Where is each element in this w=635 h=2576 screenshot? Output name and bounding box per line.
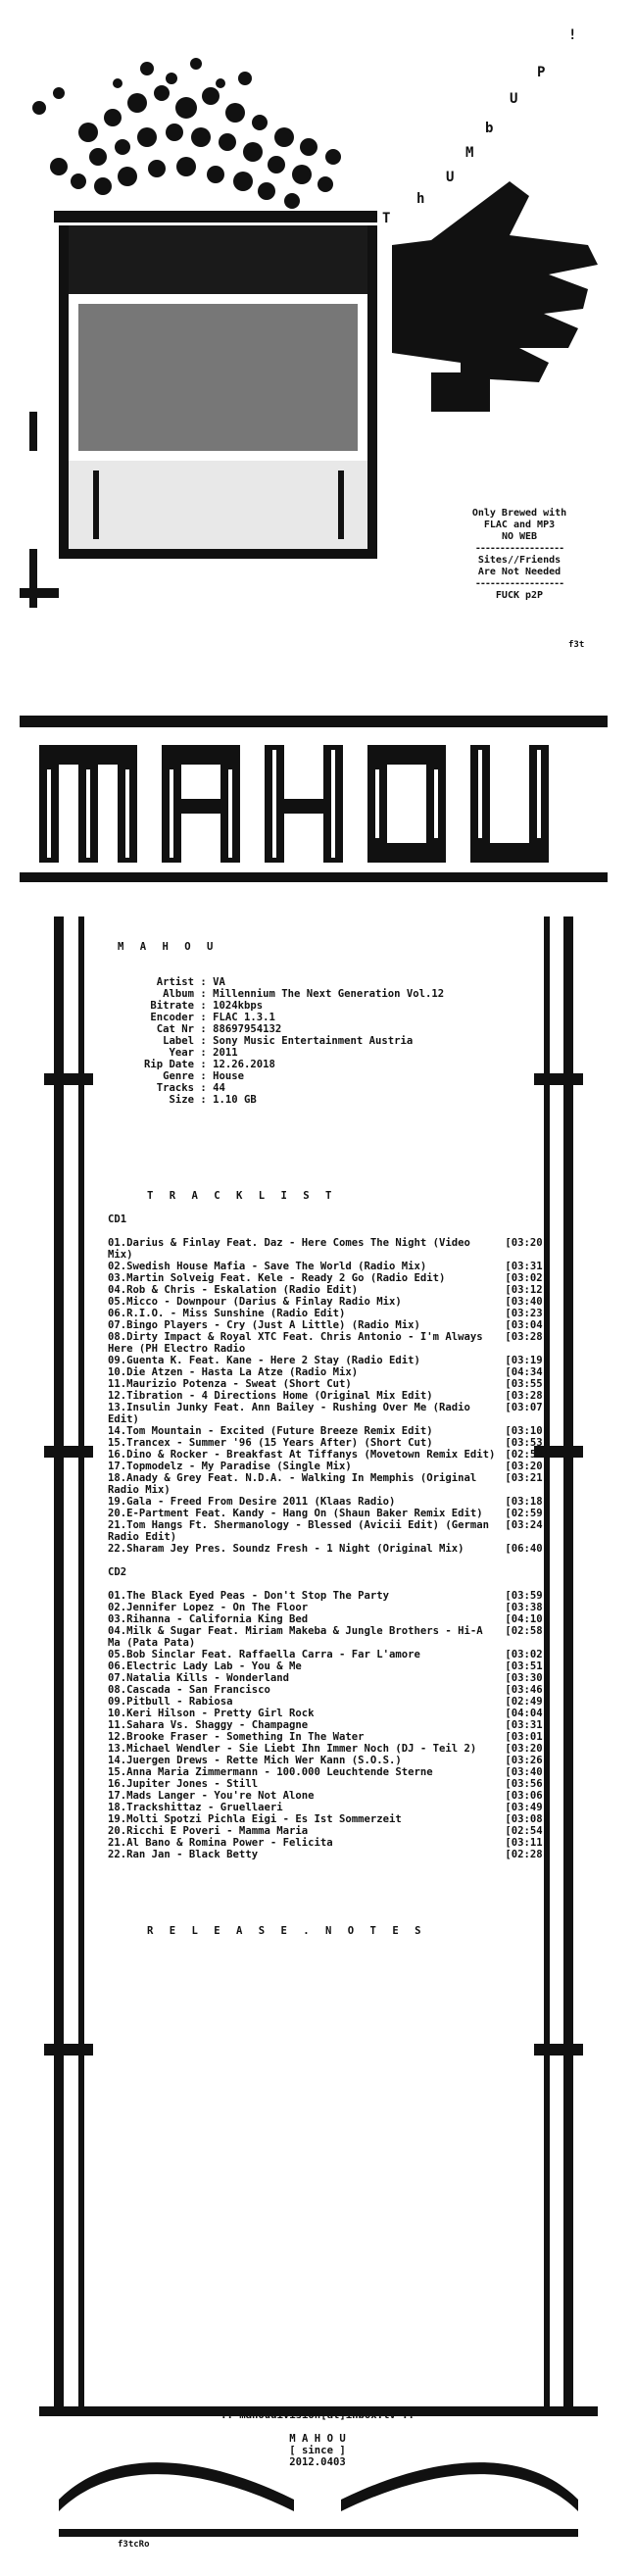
track-title: 05.Micco - Downpour (Darius & Finlay Radio Mix) [108,1296,402,1308]
track-row [108,1613,549,1625]
track-duration: [03:11] [505,1837,549,1849]
info-row: Album : Millennium The Next Generation Vol.12 [163,988,445,1000]
separator: ------------------ [474,543,564,554]
release-notes-heading: R E L E A S E . N O T E S [147,1925,426,1937]
track-title: 11.Maurizio Potenza - Sweat (Short Cut) [108,1378,352,1390]
track-row [108,1519,549,1543]
track-row [108,1366,549,1378]
track-row [108,1602,549,1613]
track-title: 13.Michael Wendler - Sie Liebt Ihn Immer Noch (DJ - Teil 2) [108,1743,477,1755]
info-row: Tracks : 44 [156,1082,225,1094]
info-row: Rip Date : 12.26.2018 [143,1059,275,1070]
track-duration: [03:26] [505,1755,549,1766]
info-row: Bitrate : 1024kbps [150,1000,264,1012]
track-row [108,1472,549,1496]
track-row [108,1390,549,1402]
track-row [108,1684,549,1696]
track-title: 07.Natalia Kills - Wonderland [108,1672,289,1684]
track-duration: [03:20] [505,1743,549,1755]
ascii-letter: T [382,211,391,226]
track-duration: [03:02] [505,1272,549,1284]
foam-bubbles [32,58,341,209]
track-duration: [02:59] [505,1508,549,1519]
info-line: NO WEB [501,531,538,542]
info-row: Size : 1.10 GB [169,1094,257,1106]
track-title: 10.Keri Hilson - Pretty Girl Rock [108,1708,315,1719]
footer-brand: M A H O U [289,2433,346,2445]
track-duration: [03:06] [505,1790,549,1802]
track-title: 03.Rihanna - California King Bed [108,1613,309,1625]
footer-since: [ since ] [289,2445,346,2456]
track-title: 04.Rob & Chris - Eskalation (Radio Edit) [108,1284,359,1296]
track-duration: [03:56] [505,1778,549,1790]
info-line: Sites//Friends [477,555,562,566]
info-row: Cat Nr : 88697954132 [156,1023,282,1035]
track-title: 01.Darius & Finlay Feat. Daz - Here Comes The Night (Video Mix) [108,1237,470,1261]
track-title: 06.R.I.O. - Miss Sunshine (Radio Edit) [108,1308,346,1319]
track-title: 12.Tibration - 4 Directions Home (Original Mix Edit) [108,1390,433,1402]
track-title: 21.Al Bano & Romina Power - Felicita [108,1837,333,1849]
ascii-letter: ! [568,27,577,43]
track-row [108,1825,549,1837]
track-row [108,1743,549,1755]
track-title: 09.Pitbull - Rabiosa [108,1696,233,1708]
track-row [108,1649,549,1660]
track-row [108,1425,549,1437]
track-row [108,1355,549,1366]
track-title: 02.Jennifer Lopez - On The Floor [108,1602,309,1613]
track-duration: [03:51] [505,1660,549,1672]
info-row: Genre : House [163,1070,245,1082]
track-title: 20.Ricchi E Poveri - Mamma Maria [108,1825,309,1837]
ascii-letter: U [446,170,455,185]
track-duration: [03:40] [505,1296,549,1308]
track-duration: [02:28] [505,1849,549,1860]
track-row [108,1731,549,1743]
track-row [108,1778,549,1790]
track-duration: [03:04] [505,1319,549,1331]
track-title: 08.Cascada - San Francisco [108,1684,270,1696]
track-duration: [03:20] [505,1237,549,1249]
track-duration: [03:20] [505,1461,549,1472]
info-line: FUCK p2P [495,590,544,601]
track-row [108,1308,549,1319]
track-title: 06.Electric Lady Lab - You & Me [108,1660,302,1672]
track-duration: [02:52] [505,1449,549,1461]
track-title: 22.Sharam Jey Pres. Soundz Fresh - 1 Night (Original Mix) [108,1543,464,1555]
track-title: 11.Sahara Vs. Shaggy - Champagne [108,1719,309,1731]
track-duration: [03:28] [505,1390,549,1402]
track-duration: [03:08] [505,1813,549,1825]
track-row [108,1284,549,1296]
track-duration: [03:59] [505,1590,549,1602]
track-row [108,1543,549,1555]
footer [0,2409,635,2468]
cd2-label: CD2 [108,1566,127,1578]
track-title: 04.Milk & Sugar Feat. Miriam Makeba & Jungle Brothers - Hi-A Ma (Pata Pata) [108,1625,483,1649]
track-title: 15.Anna Maria Zimmermann - 100.000 Leuchtende Sterne [108,1766,433,1778]
track-title: 19.Molti Spotzi Pichla Eigi - Es Ist Sommerzeit [108,1813,402,1825]
separator: ------------------ [474,578,564,589]
track-duration: [04:10] [505,1613,549,1625]
track-duration: [03:12] [505,1284,549,1296]
quality-info-box [446,508,593,602]
track-row [108,1437,549,1449]
track-title: 18.Trackshittaz - Gruellaeri [108,1802,283,1813]
track-title: 16.Jupiter Jones - Still [108,1778,259,1790]
mug-rim [54,211,377,223]
track-duration: [03:19] [505,1355,549,1366]
track-title: 16.Dino & Rocker - Breakfast At Tiffanys (Movetown Remix Edit) [108,1449,496,1461]
track-duration: [03:01] [505,1731,549,1743]
track-title: 18.Anady & Grey Feat. N.D.A. - Walking In Memphis (Original Radio Mix) [108,1472,477,1496]
track-title: 21.Tom Hangs Ft. Shermanology - Blessed (Avicii Edit) (German Radio Edit) [108,1519,490,1543]
track-title: 07.Bingo Players - Cry (Just A Little) (Radio Mix) [108,1319,420,1331]
track-title: 02.Swedish House Mafia - Save The World (Radio Mix) [108,1261,427,1272]
ascii-letter: P [537,65,546,80]
track-row [108,1660,549,1672]
track-title: 01.The Black Eyed Peas - Don't Stop The Party [108,1590,390,1602]
track-duration: [04:34] [505,1366,549,1378]
track-title: 08.Dirty Impact & Royal XTC Feat. Chris Antonio - I'm Always Here (PH Electro Radio [108,1331,483,1355]
track-row [108,1837,549,1849]
track-duration: [03:30] [505,1672,549,1684]
track-title: 20.E-Partment Feat. Kandy - Hang On (Shaun Baker Remix Edit) [108,1508,483,1519]
track-duration: [03:23] [505,1308,549,1319]
track-duration: [03:31] [505,1261,549,1272]
info-row: Year : 2011 [169,1047,238,1059]
track-duration: [03:02] [505,1649,549,1660]
track-row [108,1449,549,1461]
tracklist-heading: T R A C K L I S T [147,1190,337,1202]
track-duration: [04:04] [505,1708,549,1719]
info-row: Artist : VA [156,976,225,988]
contact-email: :: mahoudivision[at]inbox.lv :: [220,2409,415,2421]
ascii-letter: b [485,121,494,136]
track-row [108,1625,549,1649]
track-row [108,1331,549,1355]
track-duration: [03:38] [505,1602,549,1613]
track-row [108,1319,549,1331]
track-title: 14.Tom Mountain - Excited (Future Breeze Remix Edit) [108,1425,433,1437]
track-title: 15.Trancex - Summer '96 (15 Years After) (Short Cut) [108,1437,433,1449]
track-title: 05.Bob Sinclar Feat. Raffaella Carra - Far L'amore [108,1649,420,1660]
track-duration: [03:40] [505,1766,549,1778]
track-title: 19.Gala - Freed From Desire 2011 (Klaas Radio) [108,1496,396,1508]
info-row: Encoder : FLAC 1.3.1 [150,1012,275,1023]
track-duration: [03:18] [505,1496,549,1508]
track-duration: [03:46] [505,1684,549,1696]
track-duration: [03:31] [505,1719,549,1731]
footer-date: 2012.0403 [289,2456,346,2468]
track-title: 09.Guenta K. Feat. Kane - Here 2 Stay (Radio Edit) [108,1355,420,1366]
track-row [108,1696,549,1708]
track-row [108,1461,549,1472]
mahou-logo [0,686,635,921]
beer-liquid [78,304,358,451]
track-row [108,1496,549,1508]
track-duration: [06:40] [505,1543,549,1555]
cd1-label: CD1 [108,1214,127,1225]
ascii-letter: h [416,191,425,207]
info-line: Only Brewed with [471,508,567,519]
track-row [108,1402,549,1425]
artist-signature: f3t [568,640,585,650]
track-row [108,1508,549,1519]
track-duration: [03:24] [505,1519,549,1531]
track-row [108,1708,549,1719]
track-row [108,1755,549,1766]
ascii-letter: U [510,91,518,107]
track-row [108,1261,549,1272]
nfo-content [108,941,549,1937]
ascii-letter: M [465,145,474,161]
track-duration: [02:58] [505,1625,549,1637]
track-duration: [02:54] [505,1825,549,1837]
track-row [108,1766,549,1778]
cd1-tracklist [108,1237,549,1555]
track-title: 13.Insulin Junky Feat. Ann Bailey - Rushing Over Me (Radio Edit) [108,1402,470,1425]
track-row [108,1590,549,1602]
track-row [108,1802,549,1813]
track-row [108,1296,549,1308]
track-row [108,1378,549,1390]
track-duration: [03:55] [505,1378,549,1390]
release-info [108,976,549,1106]
track-row [108,1272,549,1284]
track-title: 17.Topmodelz - My Paradise (Single Mix) [108,1461,352,1472]
track-title: 03.Martin Solveig Feat. Kele - Ready 2 Go (Radio Edit) [108,1272,446,1284]
track-title: 10.Die Atzen - Hasta La Atze (Radio Mix) [108,1366,359,1378]
info-row: Label : Sony Music Entertainment Austria [163,1035,414,1047]
mug-dark-band [69,225,367,294]
track-duration: [03:10] [505,1425,549,1437]
track-title: 12.Brooke Fraser - Something In The Water [108,1731,365,1743]
track-duration: [02:49] [505,1696,549,1708]
track-duration: [03:28] [505,1331,549,1343]
footer-signature: f3tcRo [118,2540,150,2550]
cd2-tracklist [108,1590,549,1860]
track-row [108,1672,549,1684]
track-title: 14.Juergen Drews - Rette Mich Wer Kann (S.O.S.) [108,1755,402,1766]
thumbs-up-hand [392,181,598,412]
track-row [108,1719,549,1731]
track-duration: [03:21] [505,1472,549,1484]
info-line: FLAC and MP3 [483,520,556,530]
track-row [108,1790,549,1802]
info-line: Are Not Needed [477,567,562,577]
release-heading: M A H O U [118,941,219,953]
track-row [108,1813,549,1825]
track-row [108,1849,549,1860]
track-duration: [03:49] [505,1802,549,1813]
track-duration: [03:07] [505,1402,549,1413]
track-row [108,1237,549,1261]
track-duration: [03:53] [505,1437,549,1449]
track-title: 17.Mads Langer - You're Not Alone [108,1790,315,1802]
track-title: 22.Ran Jan - Black Betty [108,1849,259,1860]
